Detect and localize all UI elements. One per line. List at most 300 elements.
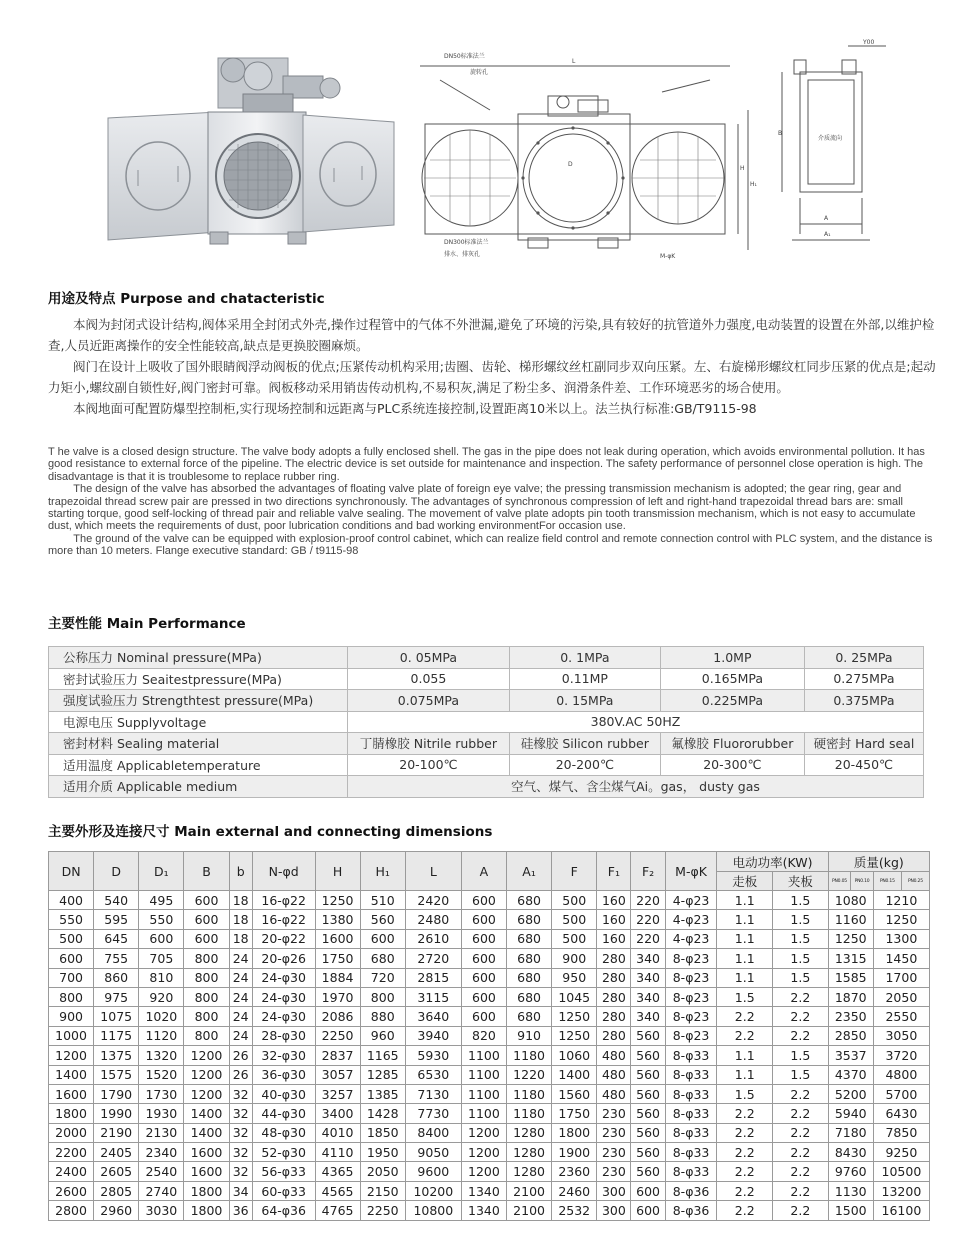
table-cell: 800 — [184, 1007, 229, 1026]
table-cell: 2200 — [49, 1143, 94, 1162]
table-cell: 2.2 — [717, 1123, 773, 1142]
table-cell: 1790 — [94, 1084, 139, 1103]
table-cell: 1175 — [94, 1026, 139, 1045]
table-cell: 810 — [139, 968, 184, 987]
fig-side-A: A — [824, 215, 829, 222]
table-cell: 8-φ33 — [665, 1162, 717, 1181]
fig-label-rotate: 旋转孔 — [470, 69, 489, 76]
table-cell: 4370 — [828, 1065, 873, 1084]
column-header: F₁ — [597, 852, 631, 891]
table-cell: 900 — [552, 949, 597, 968]
table-cell: 700 — [49, 968, 94, 987]
table-cell: 36 — [229, 1201, 252, 1220]
table-cell: 280 — [597, 1007, 631, 1026]
table-cell: 2.2 — [717, 1201, 773, 1220]
table-cell: 7130 — [405, 1084, 461, 1103]
performance-value: 硅橡胶 Silicon rubber — [509, 733, 660, 755]
column-header: H — [315, 852, 360, 891]
table-cell: 280 — [597, 987, 631, 1006]
valve-front-drawing — [400, 0, 760, 262]
table-cell: 1200 — [184, 1084, 229, 1103]
table-cell: 1850 — [360, 1123, 405, 1142]
table-cell: 1750 — [552, 1104, 597, 1123]
table-cell: 1000 — [49, 1026, 94, 1045]
performance-value: 1.0MP — [660, 647, 804, 669]
table-cell: 560 — [631, 1046, 665, 1065]
table-cell: 34 — [229, 1181, 252, 1200]
column-header: L — [405, 852, 461, 891]
table-cell: 1385 — [360, 1084, 405, 1103]
table-cell: 160 — [597, 910, 631, 929]
table-cell: 1.1 — [717, 929, 773, 948]
table-cell: 1428 — [360, 1104, 405, 1123]
table-cell: 755 — [94, 949, 139, 968]
column-header: H₁ — [360, 852, 405, 891]
table-cell: 24-φ30 — [252, 987, 315, 1006]
table-cell: 3400 — [315, 1104, 360, 1123]
column-subheader: PN0.05 — [828, 872, 851, 891]
table-cell: 560 — [631, 1123, 665, 1142]
table-cell: 3050 — [873, 1026, 929, 1045]
table-cell: 1045 — [552, 987, 597, 1006]
table-cell: 280 — [597, 1026, 631, 1045]
purpose-english-text — [48, 446, 938, 558]
table-cell: 550 — [49, 910, 94, 929]
table-row — [49, 1181, 930, 1200]
table-cell: 1.5 — [773, 929, 829, 948]
table-cell: 1.1 — [717, 949, 773, 968]
table-cell: 24-φ30 — [252, 1007, 315, 1026]
table-cell: 1930 — [139, 1104, 184, 1123]
table-cell: 1200 — [461, 1143, 506, 1162]
table-cell: 480 — [597, 1065, 631, 1084]
column-subheader: 走板 — [717, 872, 773, 891]
table-cell: 230 — [597, 1162, 631, 1181]
table-cell: 2.2 — [773, 1123, 829, 1142]
table-cell: 8-φ33 — [665, 1084, 717, 1103]
table-cell: 2720 — [405, 949, 461, 968]
table-row — [49, 987, 930, 1006]
table-cell: 1800 — [184, 1201, 229, 1220]
table-cell: 600 — [184, 891, 229, 910]
table-cell: 24-φ30 — [252, 968, 315, 987]
table-cell: 16-φ22 — [252, 891, 315, 910]
table-cell: 300 — [597, 1181, 631, 1200]
table-cell: 1100 — [461, 1084, 506, 1103]
table-cell: 2460 — [552, 1181, 597, 1200]
table-cell: 1340 — [461, 1201, 506, 1220]
table-cell: 560 — [631, 1143, 665, 1162]
table-cell: 8-φ33 — [665, 1123, 717, 1142]
fig-label-dn50: DN50标准法兰 — [444, 53, 485, 60]
table-cell: 32 — [229, 1162, 252, 1181]
fig-label-dn300: DN300标准法兰 — [444, 239, 489, 246]
table-cell: 1180 — [507, 1104, 552, 1123]
section-title-dimensions: 主要外形及连接尺寸 Main external and connecting dimensions — [48, 824, 493, 840]
performance-row — [49, 647, 924, 669]
table-cell: 1.1 — [717, 910, 773, 929]
performance-value: 空气、煤气、含尘煤气Ai。gas， dusty gas — [348, 776, 924, 798]
table-cell: 9760 — [828, 1162, 873, 1181]
table-cell: 300 — [597, 1201, 631, 1220]
table-cell: 1500 — [828, 1201, 873, 1220]
table-cell: 2190 — [94, 1123, 139, 1142]
table-cell: 3030 — [139, 1201, 184, 1220]
table-cell: 2100 — [507, 1181, 552, 1200]
table-cell: 7850 — [873, 1123, 929, 1142]
table-cell: 2805 — [94, 1181, 139, 1200]
table-cell: 6430 — [873, 1104, 929, 1123]
table-cell: 2550 — [873, 1007, 929, 1026]
table-cell: 500 — [552, 891, 597, 910]
table-cell: 36-φ30 — [252, 1065, 315, 1084]
table-cell: 1250 — [315, 891, 360, 910]
table-cell: 32 — [229, 1084, 252, 1103]
valve-side-drawing — [778, 0, 896, 262]
purpose-en-paragraph-2: The design of the valve has absorbed the advantages of floating valve plate of foreign eye valve; the pressing transmission mechanism is adopted; the gear ring, gear and trapezoidal thread screw pair are pressed in two directions synchronously. The advantages of synchronous compression of left and right-hand trapezoidal thread bars are: small starting torque, good self-locking of thread pair and reliable valve sealing. The movement of valve plate adopts pin tooth transmission mechanism, which is not easy to accumulate dust, which meets the requirements of dust, poor lubrication conditions and bad working environmentFor occasion use. — [48, 483, 916, 533]
fig-side-A1: A₁ — [824, 231, 831, 238]
performance-row — [49, 711, 924, 733]
table-cell: 920 — [139, 987, 184, 1006]
table-cell: 4-φ23 — [665, 910, 717, 929]
table-cell: 48-φ30 — [252, 1123, 315, 1142]
table-cell: 2405 — [94, 1143, 139, 1162]
table-cell: 8-φ36 — [665, 1201, 717, 1220]
table-cell: 950 — [552, 968, 597, 987]
table-cell: 4-φ23 — [665, 891, 717, 910]
table-cell: 600 — [461, 949, 506, 968]
table-cell: 1280 — [507, 1143, 552, 1162]
table-cell: 18 — [229, 910, 252, 929]
performance-label: 强度试验压力 Strengthtest pressure(MPa) — [49, 690, 348, 712]
table-cell: 230 — [597, 1104, 631, 1123]
table-cell: 32 — [229, 1123, 252, 1142]
table-cell: 540 — [94, 891, 139, 910]
table-cell: 8-φ33 — [665, 1143, 717, 1162]
table-cell: 2600 — [49, 1181, 94, 1200]
table-cell: 4010 — [315, 1123, 360, 1142]
table-cell: 680 — [507, 949, 552, 968]
performance-row — [49, 754, 924, 776]
table-cell: 1200 — [49, 1046, 94, 1065]
table-cell: 1.1 — [717, 891, 773, 910]
table-cell: 32 — [229, 1143, 252, 1162]
column-subheader: PN0.15 — [873, 872, 901, 891]
table-cell: 645 — [94, 929, 139, 948]
table-cell: 1020 — [139, 1007, 184, 1026]
table-cell: 4565 — [315, 1181, 360, 1200]
table-cell: 800 — [49, 987, 94, 1006]
performance-value: 0. 1MPa — [509, 647, 660, 669]
table-cell: 7730 — [405, 1104, 461, 1123]
table-cell: 975 — [94, 987, 139, 1006]
fig-side-flow: 介质流向 — [818, 135, 843, 142]
table-cell: 2610 — [405, 929, 461, 948]
table-cell: 2086 — [315, 1007, 360, 1026]
table-row — [49, 1162, 930, 1181]
table-cell: 1.5 — [773, 1065, 829, 1084]
table-cell: 9600 — [405, 1162, 461, 1181]
column-header: A₁ — [507, 852, 552, 891]
table-cell: 595 — [94, 910, 139, 929]
table-cell: 2850 — [828, 1026, 873, 1045]
table-row — [49, 1201, 930, 1220]
table-cell: 8-φ23 — [665, 987, 717, 1006]
table-cell: 4110 — [315, 1143, 360, 1162]
table-row — [49, 968, 930, 987]
table-cell: 8-φ23 — [665, 968, 717, 987]
table-cell: 1.5 — [773, 910, 829, 929]
table-cell: 24 — [229, 987, 252, 1006]
table-cell: 900 — [49, 1007, 94, 1026]
table-cell: 800 — [184, 949, 229, 968]
performance-table — [48, 646, 924, 798]
table-cell: 550 — [139, 910, 184, 929]
table-cell: 600 — [461, 987, 506, 1006]
table-cell: 510 — [360, 891, 405, 910]
table-cell: 1300 — [873, 929, 929, 948]
table-cell: 2.2 — [773, 1162, 829, 1181]
table-row — [49, 1026, 930, 1045]
table-row — [49, 929, 930, 948]
table-cell: 560 — [631, 1065, 665, 1084]
table-cell: 160 — [597, 891, 631, 910]
table-cell: 2.2 — [717, 1143, 773, 1162]
table-cell: 560 — [631, 1162, 665, 1181]
fig-side-B: B — [778, 130, 783, 137]
section-title-purpose: 用途及特点 Purpose and chatacteristic — [48, 291, 325, 307]
table-cell: 1130 — [828, 1181, 873, 1200]
performance-value: 氟橡胶 Fluororubber — [660, 733, 804, 755]
performance-label: 密封试验压力 Seaitestpressure(MPa) — [49, 668, 348, 690]
table-cell: 1250 — [552, 1007, 597, 1026]
table-cell: 500 — [552, 910, 597, 929]
table-cell: 1520 — [139, 1065, 184, 1084]
table-cell: 880 — [360, 1007, 405, 1026]
table-cell: 1750 — [315, 949, 360, 968]
table-cell: 3057 — [315, 1065, 360, 1084]
table-cell: 5700 — [873, 1084, 929, 1103]
table-cell: 1600 — [315, 929, 360, 948]
table-cell: 1380 — [315, 910, 360, 929]
table-cell: 2480 — [405, 910, 461, 929]
table-cell: 1220 — [507, 1065, 552, 1084]
table-cell: 1800 — [184, 1181, 229, 1200]
table-row — [49, 1123, 930, 1142]
performance-value: 0.075MPa — [348, 690, 510, 712]
table-cell: 1250 — [828, 929, 873, 948]
performance-value: 硬密封 Hard seal — [804, 733, 923, 755]
table-cell: 2540 — [139, 1162, 184, 1181]
table-cell: 1120 — [139, 1026, 184, 1045]
fig-dim-L: L — [572, 58, 576, 65]
table-cell: 1.5 — [773, 891, 829, 910]
table-cell: 160 — [597, 929, 631, 948]
table-cell: 1080 — [828, 891, 873, 910]
table-cell: 60-φ33 — [252, 1181, 315, 1200]
table-cell: 1970 — [315, 987, 360, 1006]
table-cell: 680 — [507, 891, 552, 910]
column-subheader: PN0.25 — [901, 872, 929, 891]
table-cell: 2130 — [139, 1123, 184, 1142]
table-cell: 800 — [184, 1026, 229, 1045]
table-cell: 2.2 — [717, 1162, 773, 1181]
table-cell: 600 — [461, 910, 506, 929]
table-cell: 600 — [461, 1007, 506, 1026]
table-cell: 2400 — [49, 1162, 94, 1181]
table-cell: 1800 — [49, 1104, 94, 1123]
table-cell: 1400 — [184, 1123, 229, 1142]
column-header: D — [94, 852, 139, 891]
table-row — [49, 1084, 930, 1103]
table-cell: 2837 — [315, 1046, 360, 1065]
table-cell: 800 — [184, 968, 229, 987]
table-cell: 600 — [139, 929, 184, 948]
table-cell: 1600 — [49, 1084, 94, 1103]
table-row — [49, 1143, 930, 1162]
table-cell: 1340 — [461, 1181, 506, 1200]
table-cell: 480 — [597, 1046, 631, 1065]
performance-row — [49, 668, 924, 690]
table-cell: 10800 — [405, 1201, 461, 1220]
table-cell: 820 — [461, 1026, 506, 1045]
section-title-performance: 主要性能 Main Performance — [48, 616, 246, 632]
table-cell: 20-φ26 — [252, 949, 315, 968]
table-cell: 600 — [184, 910, 229, 929]
performance-value: 380V.AC 50HZ — [348, 711, 924, 733]
table-cell: 1.5 — [717, 1084, 773, 1103]
table-cell: 600 — [461, 891, 506, 910]
table-cell: 8-φ23 — [665, 1026, 717, 1045]
performance-value: 0.055 — [348, 668, 510, 690]
table-cell: 1600 — [184, 1162, 229, 1181]
table-cell: 1870 — [828, 987, 873, 1006]
table-cell: 24 — [229, 968, 252, 987]
table-cell: 18 — [229, 891, 252, 910]
table-cell: 7180 — [828, 1123, 873, 1142]
table-cell: 5930 — [405, 1046, 461, 1065]
table-cell: 1585 — [828, 968, 873, 987]
table-cell: 1600 — [184, 1143, 229, 1162]
table-cell: 600 — [631, 1201, 665, 1220]
table-cell: 2100 — [507, 1201, 552, 1220]
table-cell: 560 — [360, 910, 405, 929]
table-cell: 1180 — [507, 1046, 552, 1065]
column-header: N-φd — [252, 852, 315, 891]
table-cell: 340 — [631, 1007, 665, 1026]
table-cell: 10500 — [873, 1162, 929, 1181]
table-cell: 1250 — [873, 910, 929, 929]
performance-label: 公称压力 Nominal pressure(MPa) — [49, 647, 348, 669]
table-cell: 680 — [360, 949, 405, 968]
performance-label: 适用介质 Applicable medium — [49, 776, 348, 798]
column-header: F — [552, 852, 597, 891]
table-cell: 4365 — [315, 1162, 360, 1181]
table-cell: 18 — [229, 929, 252, 948]
table-cell: 1400 — [184, 1104, 229, 1123]
table-cell: 500 — [49, 929, 94, 948]
table-cell: 9050 — [405, 1143, 461, 1162]
table-cell: 1.5 — [717, 987, 773, 1006]
table-cell: 28-φ30 — [252, 1026, 315, 1045]
table-cell: 1.1 — [717, 1046, 773, 1065]
table-cell: 1200 — [184, 1046, 229, 1065]
table-cell: 2250 — [315, 1026, 360, 1045]
table-cell: 1100 — [461, 1104, 506, 1123]
performance-value: 0.165MPa — [660, 668, 804, 690]
table-cell: 2.2 — [717, 1026, 773, 1045]
table-cell: 1900 — [552, 1143, 597, 1162]
table-cell: 2350 — [828, 1007, 873, 1026]
table-cell: 2532 — [552, 1201, 597, 1220]
purpose-cn-paragraph-2: 阀门在设计上吸收了国外眼睛阀浮动阀板的优点;压紧传动机构采用;齿圈、齿轮、梯形螺纹丝杠副同步双向压紧。左、右旋梯形螺纹杠同步压紧的优点是;起动力矩小,螺纹副自锁性好,阀门密封可靠。阀板移动采用销齿传动机构,不易积灰,满足了粉尘多、润滑条件差、工作环境恶劣的场合使用。 — [48, 359, 936, 395]
table-cell: 220 — [631, 891, 665, 910]
table-cell: 2050 — [873, 987, 929, 1006]
table-cell: 600 — [184, 929, 229, 948]
fig-dim-D: D — [568, 161, 573, 168]
performance-value: 0.375MPa — [804, 690, 923, 712]
table-cell: 2960 — [94, 1201, 139, 1220]
table-cell: 1100 — [461, 1065, 506, 1084]
valve-photo — [98, 0, 398, 262]
table-cell: 1560 — [552, 1084, 597, 1103]
table-cell: 600 — [631, 1181, 665, 1200]
column-header: F₂ — [631, 852, 665, 891]
performance-value: 丁腈橡胶 Nitrile rubber — [348, 733, 510, 755]
table-cell: 2.2 — [717, 1104, 773, 1123]
table-cell: 340 — [631, 968, 665, 987]
column-header: DN — [49, 852, 94, 891]
table-cell: 680 — [507, 1007, 552, 1026]
column-header-mass: 质量(kg) — [828, 852, 929, 872]
table-cell: 32 — [229, 1104, 252, 1123]
fig-label-mk: M-φK — [660, 253, 676, 260]
table-cell: 8-φ23 — [665, 949, 717, 968]
table-cell: 560 — [631, 1084, 665, 1103]
performance-row — [49, 776, 924, 798]
column-subheader: 夹板 — [773, 872, 829, 891]
table-cell: 680 — [507, 987, 552, 1006]
table-cell: 2.2 — [773, 987, 829, 1006]
table-cell: 1375 — [94, 1046, 139, 1065]
table-cell: 2340 — [139, 1143, 184, 1162]
table-cell: 2815 — [405, 968, 461, 987]
performance-value: 20-450℃ — [804, 754, 923, 776]
column-header: B — [184, 852, 229, 891]
table-cell: 2740 — [139, 1181, 184, 1200]
table-cell: 3640 — [405, 1007, 461, 1026]
table-cell: 680 — [507, 968, 552, 987]
table-cell: 2.2 — [717, 1007, 773, 1026]
table-cell: 24 — [229, 949, 252, 968]
table-cell: 1.5 — [773, 1046, 829, 1065]
table-cell: 2360 — [552, 1162, 597, 1181]
table-cell: 560 — [631, 1026, 665, 1045]
purpose-en-paragraph-1: T he valve is a closed design structure. The valve body adopts a fully enclosed shell. The gas in the pipe does not leak during operation, which avoids environmental pollution. It has good resistance to external force of the pipeline. The electric device is set outside for maintenance and inspection. The safety performance of personnel close operation is high. The disadvantage is that it is troublesome to replace rubber ring. — [48, 446, 925, 483]
table-cell: 280 — [597, 968, 631, 987]
column-subheader: PN0.10 — [851, 872, 874, 891]
table-cell: 1280 — [507, 1123, 552, 1142]
table-cell: 1400 — [552, 1065, 597, 1084]
table-cell: 1285 — [360, 1065, 405, 1084]
table-cell: 220 — [631, 929, 665, 948]
table-cell: 5200 — [828, 1084, 873, 1103]
table-cell: 8-φ33 — [665, 1104, 717, 1123]
table-cell: 1100 — [461, 1046, 506, 1065]
table-cell: 2.2 — [773, 1201, 829, 1220]
table-cell: 56-φ33 — [252, 1162, 315, 1181]
table-cell: 680 — [507, 929, 552, 948]
